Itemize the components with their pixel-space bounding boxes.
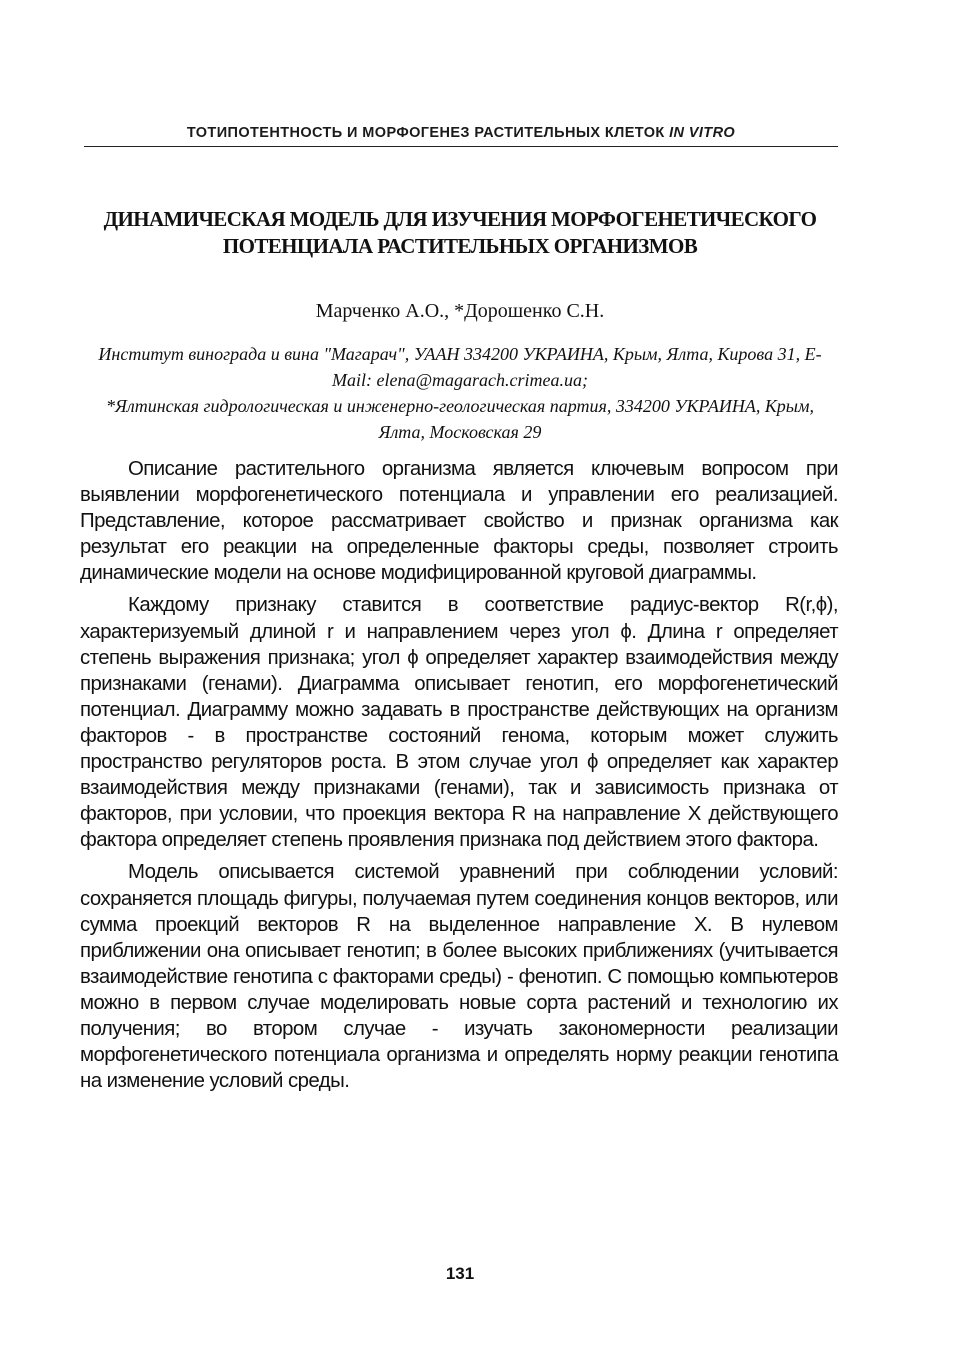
paragraph-3: Модель описывается системой уравнений при соблюдении условий: сохраняется площадь фигуры, получаемая путем соединения концов векторов, или сумма проекций векторов R на выделенное направление X. В нулевом приближении она описывает генотип; в более высоких приближениях (учитывается взаимодействие генотипа с факторами среды) - фенотип. С помощью компьютеров можно в первом случае моделировать новые сорта растений и технологию их получения; во втором случае - изучать закономерности реализации морфогенетического потенциала организма и определять норму реакции генотипа на изменение условий среды. — [80, 861, 838, 1093]
header-rule — [84, 146, 838, 147]
paragraph-2: Каждому признаку ставится в соответствие радиус-вектор R(r,ϕ), характеризуемый длиной r и направлением через угол ϕ. Длина r определяет степень выражения признака; угол ϕ определяет характер взаимодействия между признаками (генами). Диаграмма описывает генотип, его морфогенетический потенциал. Диаграмму можно задавать в пространстве действующих на организм факторов - в пространстве состояний генома, которым может служить пространство регуляторов роста. В этом случае угол ϕ определяет как характер взаимодействия между признаками (генами), так и зависимость признака от факторов, при условии, что проекция вектора R на направление X действующего фактора определяет степень проявления признака под действием этого фактора. — [80, 594, 838, 852]
page-number: 131 — [445, 1264, 475, 1283]
running-head-text: ТОТИПОТЕНТНОСТЬ И МОРФОГЕНЕЗ РАСТИТЕЛЬНЫХ КЛЕТОК — [186, 125, 670, 141]
running-head — [84, 125, 838, 141]
article-authors: Марченко А.О., *Дорошенко С.Н. — [315, 300, 605, 322]
article-title: ДИНАМИЧЕСКАЯ МОДЕЛЬ ДЛЯ ИЗУЧЕНИЯ МОРФОГЕНЕТИЧЕСКОГО ПОТЕНЦИАЛА РАСТИТЕЛЬНЫХ ОРГАНИЗМОВ — [103, 207, 817, 258]
paragraph-1: Описание растительного организма является ключевым вопросом при выявлении морфогенетического потенциала и управлении его реализацией. Представление, которое рассматривает свойство и признак организма как результат его реакции на определенные факторы среды, позволяет строить динамические модели на основе модифицированной круговой диаграммы. — [80, 458, 838, 585]
article-body — [80, 456, 838, 1100]
running-head-italic: IN VITRO — [669, 125, 736, 141]
affiliation-2: *Ялтинская гидрологическая и инженерно-геологическая партия, 334200 УКРАИНА, Крым, Ялта, Московская 29 — [106, 396, 814, 442]
affiliation-1: Институт винограда и вина "Магарач", УААН 334200 УКРАИНА, Крым, Ялта, Кирова 31, E-Mail: elena@magarach.crimea.ua; — [98, 344, 822, 390]
